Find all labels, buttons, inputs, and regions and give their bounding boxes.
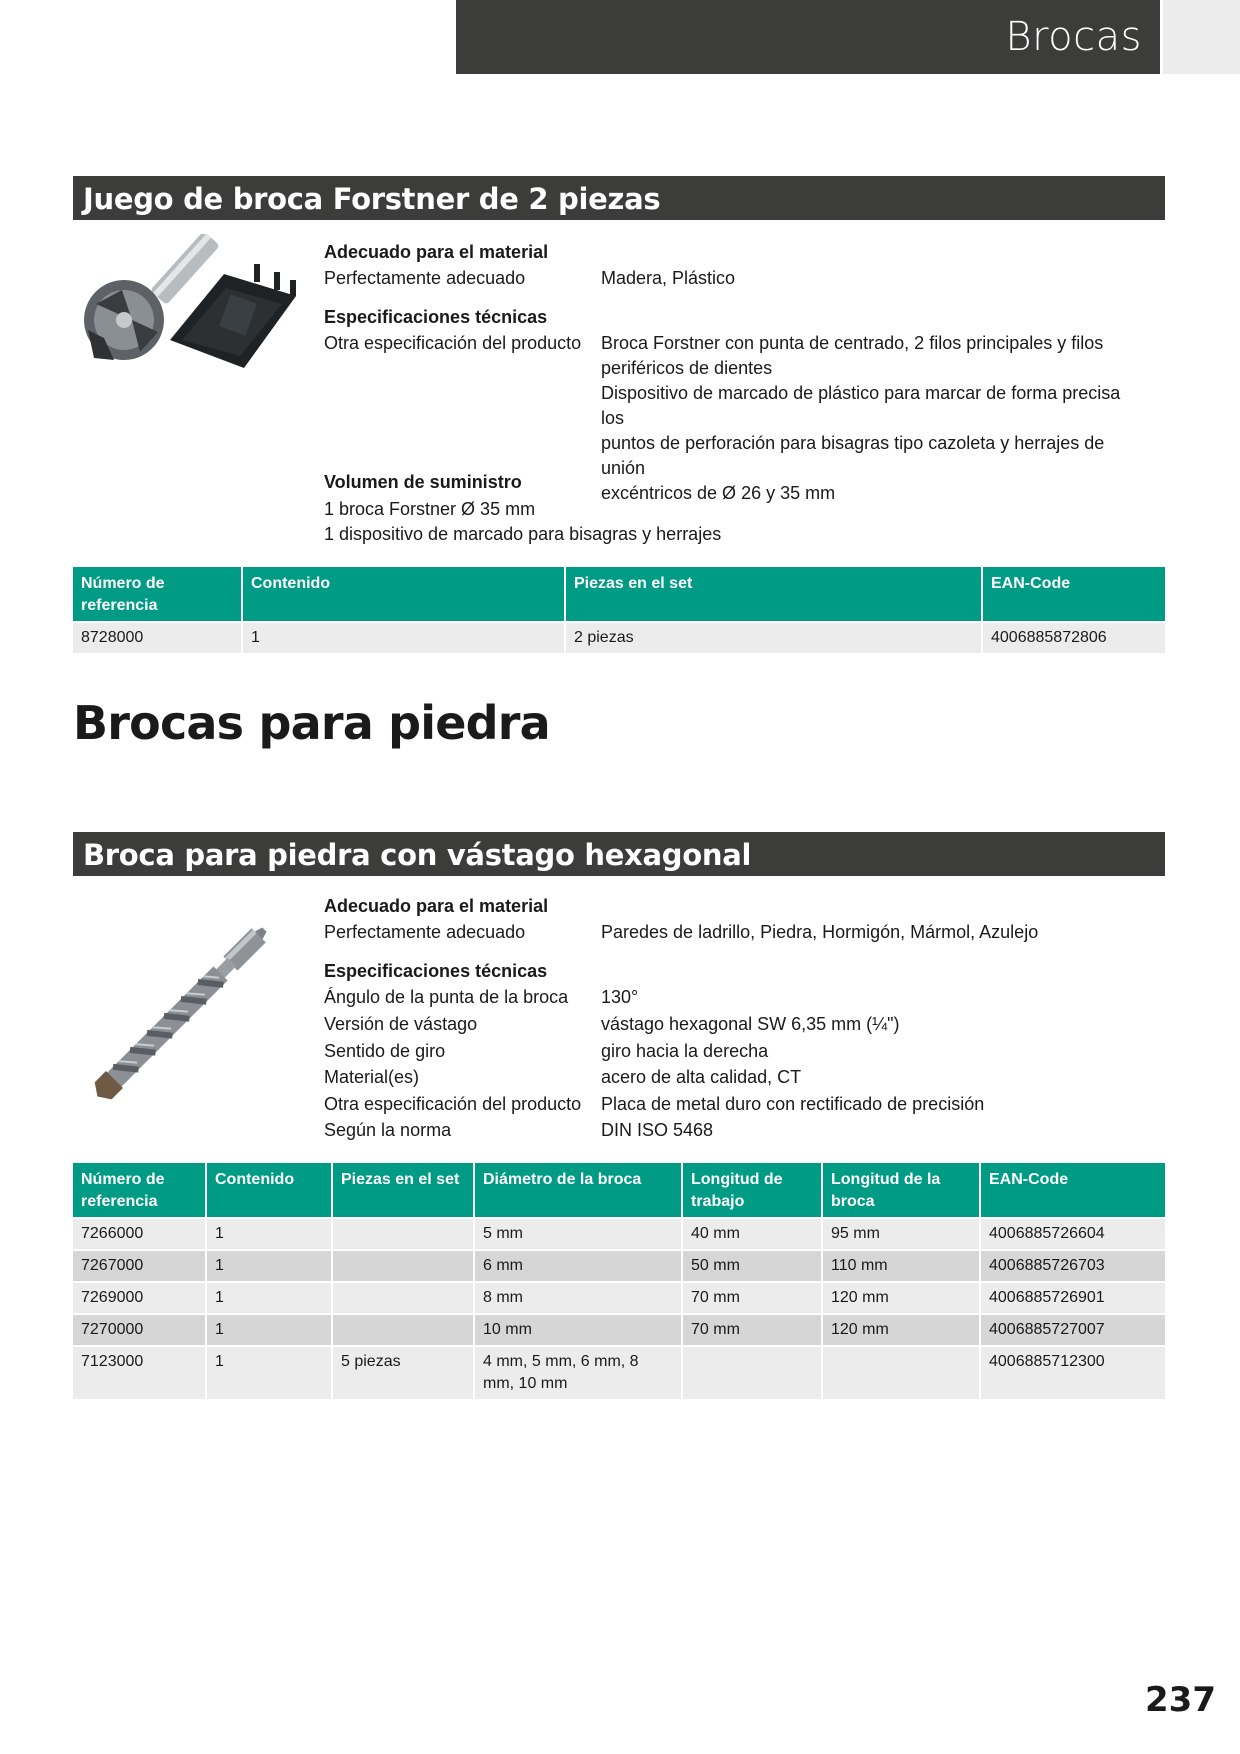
cell-working-length (683, 1345, 823, 1399)
cell-content: 1 (207, 1249, 333, 1281)
stone-drill-spec-block (324, 894, 1184, 1144)
cell-content: 1 (207, 1345, 333, 1399)
specs-heading: Especificaciones técnicas (324, 961, 548, 981)
forstner-product-table (73, 567, 1165, 653)
spec-label: Otra especificación del producto (324, 333, 582, 353)
cell-reference: 7269000 (73, 1281, 207, 1313)
spec-value-line: Broca Forstner con punta de centrado, 2 filos principales y filos (601, 333, 1104, 353)
cell-reference: 7123000 (73, 1345, 207, 1399)
section-title-bar-forstner (73, 176, 1165, 220)
cell-working-length: 70 mm (683, 1313, 823, 1345)
cell-working-length: 50 mm (683, 1249, 823, 1281)
cell-drill-length: 95 mm (823, 1217, 981, 1249)
col-header-content: Contenido (243, 567, 566, 621)
spec-value-line: periféricos de dientes (601, 358, 773, 378)
spec-value: 130° (601, 987, 639, 1007)
page-header-title: Brocas (1005, 14, 1142, 60)
spec-value: acero de alta calidad, CT (601, 1067, 802, 1087)
cell-drill-length: 120 mm (823, 1313, 981, 1345)
spec-label: Material(es) (324, 1067, 420, 1087)
col-header-reference: Número de referencia (73, 567, 243, 621)
spec-label: Otra especificación del producto (324, 1094, 582, 1114)
spec-value: giro hacia la derecha (601, 1041, 769, 1061)
cell-ean: 4006885712300 (981, 1345, 1165, 1399)
cell-content: 1 (207, 1313, 333, 1345)
stone-drill-bit-image (72, 890, 304, 1122)
cell-drill-length (823, 1345, 981, 1399)
col-header-content: Contenido (207, 1163, 333, 1217)
stone-drill-product-table (73, 1163, 1165, 1399)
cell-diameter: 5 mm (475, 1217, 683, 1249)
cell-reference: 7270000 (73, 1313, 207, 1345)
col-header-ean: EAN-Code (981, 1163, 1165, 1217)
col-header-ean: EAN-Code (983, 567, 1165, 621)
spec-value: Placa de metal duro con rectificado de precisión (601, 1094, 985, 1114)
cell-working-length: 40 mm (683, 1217, 823, 1249)
col-header-working-length: Longitud de trabajo (683, 1163, 823, 1217)
spec-label: Versión de vástago (324, 1014, 478, 1034)
spec-value-line: Dispositivo de marcado de plástico para marcar de forma precisa los (601, 383, 1121, 428)
spec-label: Sentido de giro (324, 1041, 446, 1061)
material-heading: Adecuado para el material (324, 896, 549, 916)
table-row (73, 1313, 1165, 1345)
specs-heading: Especificaciones técnicas (324, 307, 548, 327)
cell-pieces: 2 piezas (566, 621, 983, 653)
cell-ean: 4006885727007 (981, 1313, 1165, 1345)
supply-item: 1 broca Forstner Ø 35 mm (324, 499, 536, 519)
spec-value-line: excéntricos de Ø 26 y 35 mm (601, 483, 836, 503)
cell-diameter: 4 mm, 5 mm, 6 mm, 8 mm, 10 mm (475, 1345, 683, 1399)
cell-reference: 7266000 (73, 1217, 207, 1249)
section-title-stone-drill: Broca para piedra con vástago hexagonal (83, 838, 752, 872)
cell-reference: 8728000 (73, 621, 243, 653)
spec-label: Ángulo de la punta de la broca (324, 987, 569, 1007)
section-title-forstner: Juego de broca Forstner de 2 piezas (83, 182, 661, 216)
cell-drill-length: 120 mm (823, 1281, 981, 1313)
cell-pieces (333, 1313, 475, 1345)
cell-pieces (333, 1217, 475, 1249)
cell-pieces (333, 1281, 475, 1313)
table-row (73, 1281, 1165, 1313)
spec-value-line: puntos de perforación para bisagras tipo cazoleta y herrajes de unión (601, 433, 1105, 478)
col-header-pieces: Piezas en el set (333, 1163, 475, 1217)
spec-value (601, 331, 1121, 506)
cell-ean: 4006885726901 (981, 1281, 1165, 1313)
cell-content: 1 (207, 1281, 333, 1313)
cell-content: 1 (243, 621, 566, 653)
spec-value: vástago hexagonal SW 6,35 mm (¼") (601, 1014, 900, 1034)
cell-diameter: 6 mm (475, 1249, 683, 1281)
supply-heading: Volumen de suministro (324, 472, 522, 492)
material-label: Perfectamente adecuado (324, 268, 526, 288)
cell-ean: 4006885872806 (983, 621, 1165, 653)
forstner-drill-set-image (74, 234, 304, 374)
table-row (73, 621, 1165, 653)
col-header-pieces: Piezas en el set (566, 567, 983, 621)
cell-content: 1 (207, 1217, 333, 1249)
cell-diameter: 8 mm (475, 1281, 683, 1313)
header-tab-decoration (1163, 0, 1240, 74)
cell-ean: 4006885726703 (981, 1249, 1165, 1281)
col-header-drill-length: Longitud de la broca (823, 1163, 981, 1217)
material-value: Madera, Plástico (601, 268, 736, 288)
category-heading: Brocas para piedra (73, 696, 550, 750)
cell-working-length: 70 mm (683, 1281, 823, 1313)
material-label: Perfectamente adecuado (324, 922, 526, 942)
table-row (73, 1345, 1165, 1399)
supply-item: 1 dispositivo de marcado para bisagras y herrajes (324, 524, 722, 544)
table-header-row (73, 1163, 1165, 1217)
spec-label: Según la norma (324, 1120, 452, 1140)
cell-pieces: 5 piezas (333, 1345, 475, 1399)
cell-ean: 4006885726604 (981, 1217, 1165, 1249)
cell-diameter: 10 mm (475, 1313, 683, 1345)
cell-reference: 7267000 (73, 1249, 207, 1281)
col-header-diameter: Diámetro de la broca (475, 1163, 683, 1217)
spec-value: DIN ISO 5468 (601, 1120, 714, 1140)
material-value: Paredes de ladrillo, Piedra, Hormigón, Mármol, Azulejo (601, 922, 1039, 942)
page-number: 237 (1145, 1680, 1216, 1720)
table-header-row (73, 567, 1165, 621)
cell-drill-length: 110 mm (823, 1249, 981, 1281)
col-header-reference: Número de referencia (73, 1163, 207, 1217)
page-header-bar (456, 0, 1160, 74)
table-row (73, 1249, 1165, 1281)
forstner-spec-block (324, 240, 1184, 550)
cell-pieces (333, 1249, 475, 1281)
section-title-bar-stone-drill (73, 832, 1165, 876)
table-row (73, 1217, 1165, 1249)
material-heading: Adecuado para el material (324, 242, 549, 262)
